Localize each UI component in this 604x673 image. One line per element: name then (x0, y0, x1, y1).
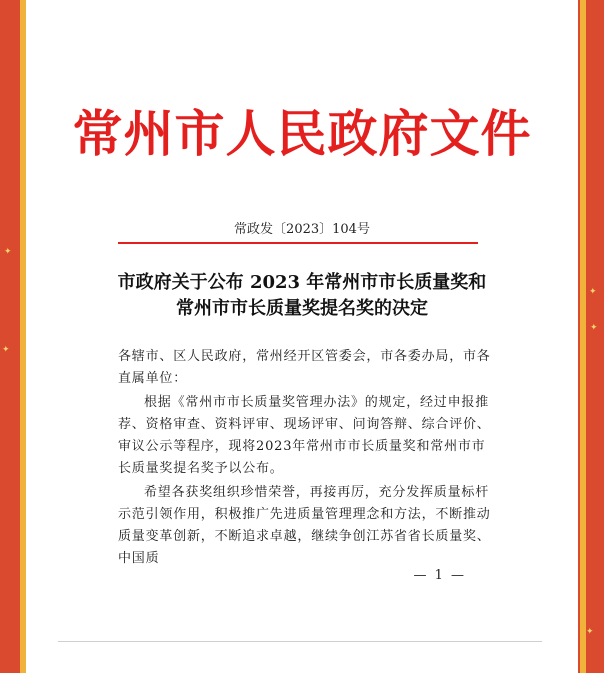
sparkle-icon: ✦ (2, 345, 10, 355)
bottom-divider (58, 641, 542, 642)
sparkle-icon: ✦ (4, 247, 12, 257)
sparkle-icon: ✦ (586, 627, 594, 637)
sparkle-icon: ✦ (590, 323, 598, 333)
salutation-paragraph: 各辖市、区人民政府，常州经开区管委会，市各委办局，市各直属单位： (118, 349, 491, 386)
document-title-line-1: 市政府关于公布 2023 年常州市市长质量奖和 (117, 272, 487, 293)
document-page (26, 0, 578, 673)
body-paragraph-1: 根据《常州市市长质量奖管理办法》的规定，经过申报推荐、资格审查、资料评审、现场评审、问询答辩、综合评价、审议公示等程序，现将2023年常州市市长质量奖和常州市市长质量奖提名奖予以公布。 (118, 395, 491, 476)
body-paragraph-2: 希望各获奖组织珍惜荣誉，再接再厉，充分发挥质量标杆示范引领作用，积极推广先进质量管理理念和方法，不断推动质量变革创新，不断追求卓越，继续争创江苏省省长质量奖、中国质 (118, 485, 491, 566)
document-number: 常政发〔2023〕104号 (234, 222, 370, 237)
page-number: — 1 — (413, 568, 466, 583)
document-title (26, 270, 578, 322)
document-title-line-2: 常州市市长质量奖提名奖的决定 (176, 298, 428, 319)
right-decorative-strip (580, 0, 586, 673)
document-header-title: 常州市人民政府文件 (72, 104, 532, 163)
sparkle-icon: ✦ (589, 287, 597, 297)
document-body (118, 346, 493, 572)
red-divider (118, 242, 478, 244)
